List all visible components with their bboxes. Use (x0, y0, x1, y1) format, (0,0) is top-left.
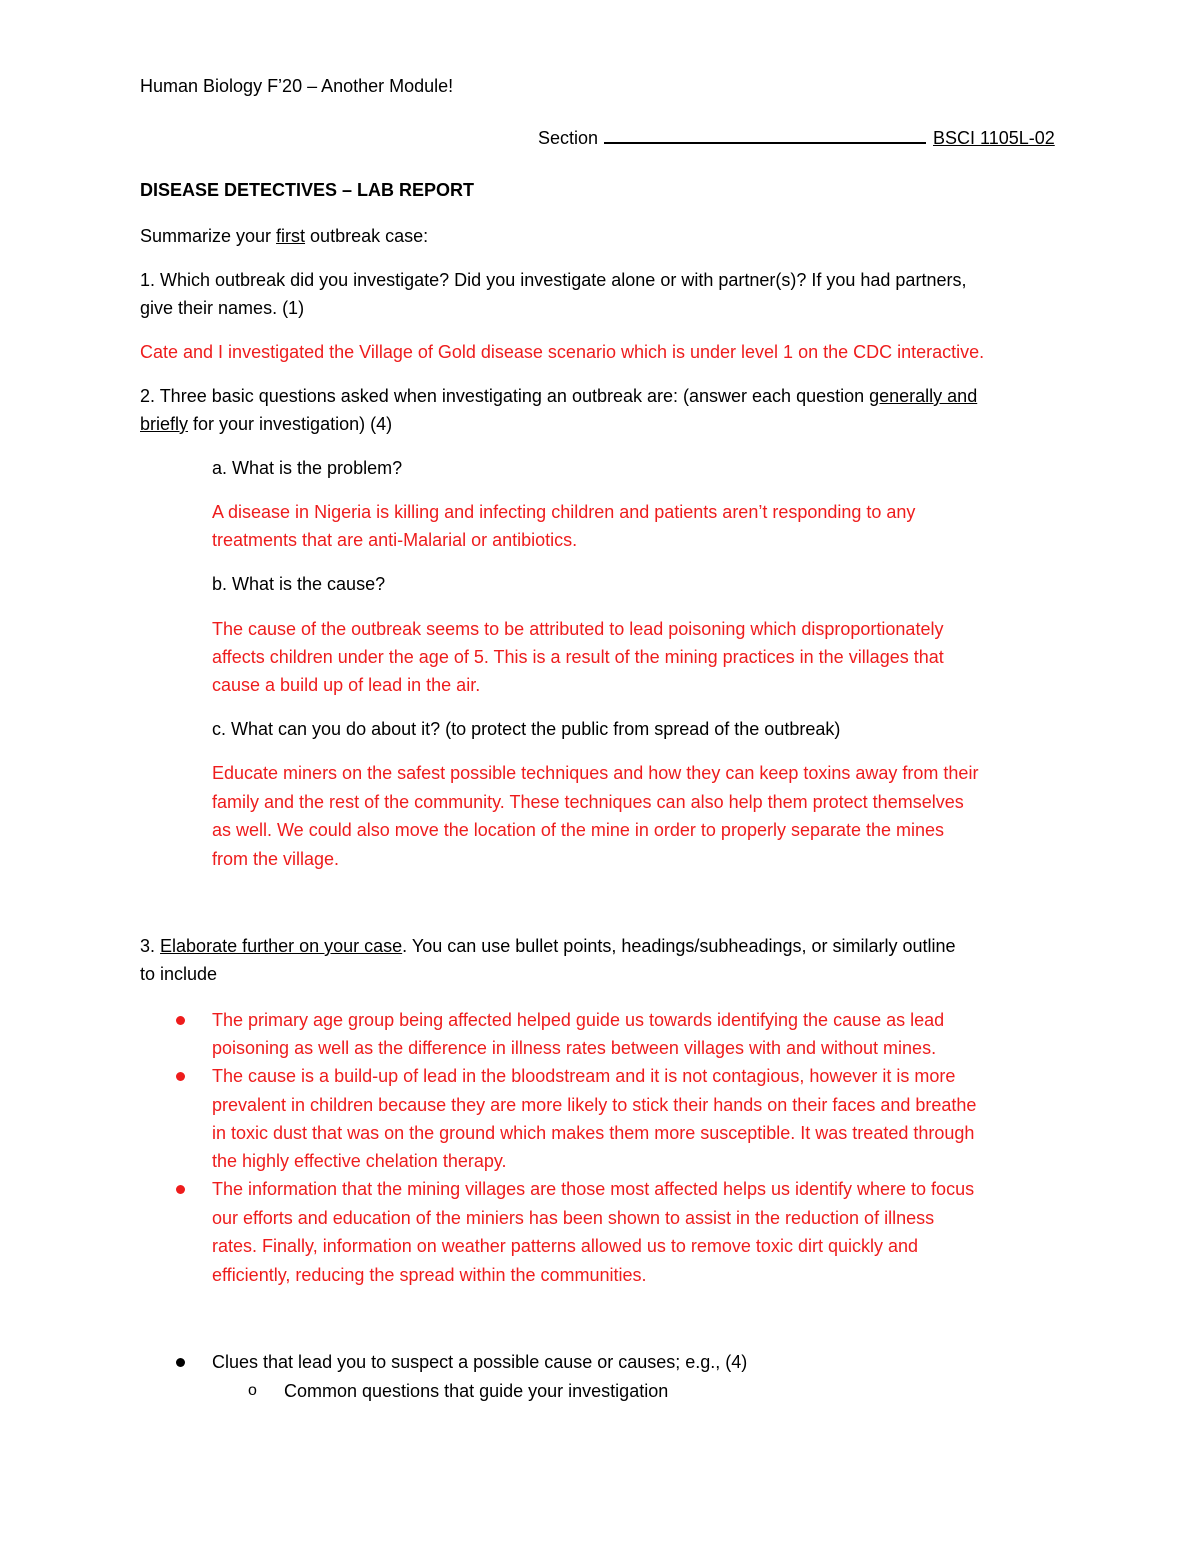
question-2-line-2 (140, 410, 392, 438)
answer-2c-line-1: Educate miners on the safest possible techniques and how they can keep toxins away from their (212, 763, 979, 783)
question-1-line-1 (140, 266, 966, 294)
question-2-text: Three basic questions asked when investigating an outbreak are: (answer each question (155, 386, 870, 406)
answer-2c-line-4: from the village. (212, 849, 340, 869)
course-title: Human Biology F’20 – Another Module! (140, 76, 454, 96)
question-3-underlined: Elaborate further on your case (160, 936, 403, 956)
question-2-underlined-2: briefly (140, 414, 189, 434)
answer-2a-line-1: A disease in Nigeria is killing and infecting children and patients aren’t responding to any (212, 502, 916, 522)
bullet-icon (176, 1185, 185, 1194)
bullet-2-line-1: The cause is a build-up of lead in the bloodstream and it is not contagious, however it is more (212, 1066, 956, 1086)
bullet-3-line-2: our efforts and education of the miniers has been shown to assist in the reduction of illness (212, 1208, 935, 1228)
answer-2b-line-1: The cause of the outbreak seems to be attributed to lead poisoning which disproportionately (212, 619, 944, 639)
bullet-2-line-2: prevalent in children because they are more likely to stick their hands on their faces and breathe (212, 1095, 977, 1115)
bullet-3-line-3: rates. Finally, information on weather patterns allowed us to remove toxic dirt quickly and (212, 1236, 918, 1256)
question-3-text: . You can use bullet points, headings/subheadings, or similarly outline (402, 936, 956, 956)
question-2-number: 2. (140, 386, 156, 406)
bullet-icon (176, 1358, 185, 1367)
clues-bullet: Clues that lead you to suspect a possible cause or causes; e.g., (4) (212, 1352, 748, 1372)
sub-bullet-text: Common questions that guide your investigation (284, 1381, 669, 1401)
section-blank-line (604, 124, 926, 144)
answer-2b-line-3: cause a build up of lead in the air. (212, 675, 481, 695)
answer-2b-line-2: affects children under the age of 5. This is a result of the mining practices in the villages that (212, 647, 944, 667)
answer-2a-line-2: treatments that are anti-Malarial or antibiotics. (212, 530, 578, 550)
sub-bullet-marker: o (248, 1382, 257, 1399)
intro-underlined: first (276, 226, 306, 246)
question-2a: a. What is the problem? (212, 458, 403, 478)
answer-2c-line-3: as well. We could also move the location of the mine in order to properly separate the mines (212, 820, 945, 840)
bullet-icon (176, 1016, 185, 1025)
section-label: Section (538, 128, 599, 148)
bullet-3-line-1: The information that the mining villages are those most affected helps us identify where to focus (212, 1179, 975, 1199)
bullet-icon (176, 1072, 185, 1081)
question-2b: b. What is the cause? (212, 574, 386, 594)
question-1-line-2: give their names. (1) (140, 298, 305, 318)
answer-1: Cate and I investigated the Village of Gold disease scenario which is under level 1 on the CDC interactive. (140, 342, 985, 362)
answer-2c-line-2: family and the rest of the community. These techniques can also help them protect themselves (212, 792, 964, 812)
bullet-2-line-4: the highly effective chelation therapy. (212, 1151, 507, 1171)
question-3-line-1 (140, 932, 956, 960)
question-1-text: Which outbreak did you investigate? Did you investigate alone or with partner(s)? If you had partners, (155, 270, 967, 290)
question-3-line-2: to include (140, 964, 218, 984)
bullet-3-line-4: efficiently, reducing the spread within the communities. (212, 1265, 647, 1285)
question-2-underlined-1: generally and (869, 386, 978, 406)
bullet-1-line-1: The primary age group being affected helped guide us towards identifying the cause as lead (212, 1010, 945, 1030)
question-2c: c. What can you do about it? (to protect the public from spread of the outbreak) (212, 719, 841, 739)
intro-line (140, 222, 428, 250)
question-1-number: 1. (140, 270, 156, 290)
question-2-suffix: for your investigation) (4) (188, 414, 393, 434)
intro-prefix: Summarize your (140, 226, 277, 246)
question-3-number: 3. (140, 936, 156, 956)
intro-suffix: outbreak case: (305, 226, 429, 246)
question-2-line-1 (140, 382, 977, 410)
bullet-2-line-3: in toxic dust that was on the ground which makes them more susceptible. It was treated through (212, 1123, 975, 1143)
course-code: BSCI 1105L-02 (933, 128, 1055, 148)
bullet-1-line-2: poisoning as well as the difference in illness rates between villages with and without mines. (212, 1038, 937, 1058)
section-field (538, 124, 926, 152)
report-title: DISEASE DETECTIVES – LAB REPORT (140, 180, 475, 200)
